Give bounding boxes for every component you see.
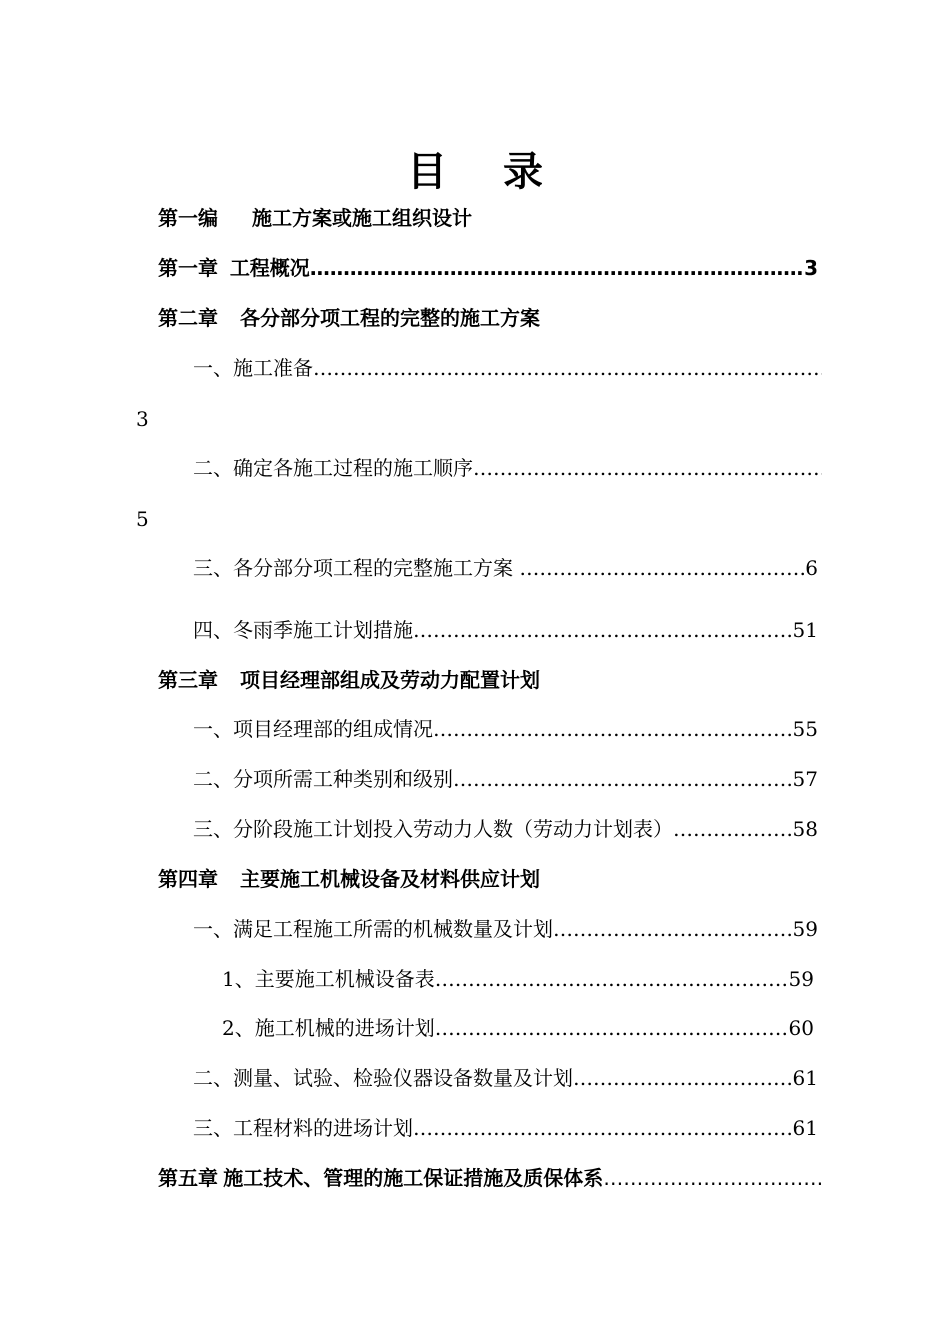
leader-dots <box>413 615 793 645</box>
chapter-label: 第四章 <box>158 867 218 891</box>
toc-entry[interactable] <box>193 714 818 744</box>
chapter-text: 工程概况 <box>229 256 310 280</box>
toc-entry[interactable] <box>193 553 818 583</box>
chapter-text: 各分部分项工程的完整的施工方案 <box>240 306 540 330</box>
page-number: 3 <box>804 256 818 280</box>
page-number: 6 <box>805 556 818 580</box>
page-number: 5 <box>136 507 149 531</box>
entry-text: 一、满足工程施工所需的机械数量及计划 <box>193 917 553 941</box>
toc-entry[interactable] <box>193 453 822 483</box>
page-title: 目录 <box>407 149 599 195</box>
entry-text: 三、工程材料的进场计划 <box>193 1116 413 1140</box>
leader-dots <box>433 714 793 744</box>
page-number: 61 <box>792 1116 818 1140</box>
toc-chapter-3[interactable] <box>158 665 822 695</box>
leader-dots <box>310 253 804 283</box>
page-number: 51 <box>792 618 818 642</box>
toc-chapter-5[interactable] <box>158 1163 822 1193</box>
toc-subentry[interactable] <box>222 1013 814 1043</box>
entry-text: 二、测量、试验、检验仪器设备数量及计划 <box>193 1066 573 1090</box>
chapter-label: 第二章 <box>158 306 218 330</box>
leader-dots <box>413 1113 793 1143</box>
entry-text: 二、确定各施工过程的施工顺序 <box>193 456 473 480</box>
page-number: 3 <box>136 407 149 431</box>
page-number: 59 <box>788 967 814 991</box>
part-text: 施工方案或施工组织设计 <box>252 206 472 230</box>
leader-dots <box>453 764 793 794</box>
chapter-text: 施工技术、管理的施工保证措施及质保体系 <box>223 1166 604 1190</box>
entry-text: 2、施工机械的进场计划 <box>222 1016 435 1040</box>
toc-subentry[interactable] <box>222 964 814 994</box>
toc-entry[interactable] <box>193 764 818 794</box>
toc-entry[interactable] <box>193 353 822 383</box>
page-number: 57 <box>792 767 818 791</box>
chapter-text: 项目经理部组成及劳动力配置计划 <box>240 668 540 692</box>
leader-dots <box>473 453 822 483</box>
page-number: 61 <box>792 1066 818 1090</box>
toc-part-heading <box>158 203 822 233</box>
entry-text: 四、冬雨季施工计划措施 <box>193 618 413 642</box>
leader-dots <box>573 1063 793 1093</box>
toc-entry[interactable] <box>193 914 818 944</box>
leader-dots <box>435 964 789 994</box>
chapter-label: 第五章 <box>158 1166 218 1190</box>
leader-dots <box>673 814 793 844</box>
page-number: 59 <box>792 917 818 941</box>
leader-dots <box>603 1163 822 1193</box>
toc-chapter-2[interactable] <box>158 303 822 333</box>
page-number: 58 <box>792 817 818 841</box>
leader-dots <box>519 553 805 583</box>
leader-dots <box>313 353 822 383</box>
entry-text: 一、项目经理部的组成情况 <box>193 717 433 741</box>
toc-entry[interactable] <box>193 1113 818 1143</box>
toc-entry[interactable] <box>193 615 818 645</box>
toc-chapter-1[interactable] <box>158 253 818 283</box>
toc-entry[interactable] <box>193 814 818 844</box>
toc-chapter-4[interactable] <box>158 864 822 894</box>
entry-text: 一、施工准备 <box>193 356 313 380</box>
page-number: 60 <box>788 1016 814 1040</box>
leader-dots <box>435 1013 789 1043</box>
entry-text: 二、分项所需工种类别和级别 <box>193 767 453 791</box>
part-label: 第一编 <box>158 206 218 230</box>
entry-text: 三、各分部分项工程的完整施工方案 <box>193 556 520 580</box>
chapter-label: 第一章 <box>158 256 218 280</box>
leader-dots <box>553 914 793 944</box>
chapter-label: 第三章 <box>158 668 218 692</box>
toc-entry[interactable] <box>193 1063 818 1093</box>
entry-text: 1、主要施工机械设备表 <box>222 967 435 991</box>
entry-text: 三、分阶段施工计划投入劳动力人数（劳动力计划表） <box>193 817 673 841</box>
page-number: 55 <box>792 717 818 741</box>
chapter-text: 主要施工机械设备及材料供应计划 <box>240 867 540 891</box>
